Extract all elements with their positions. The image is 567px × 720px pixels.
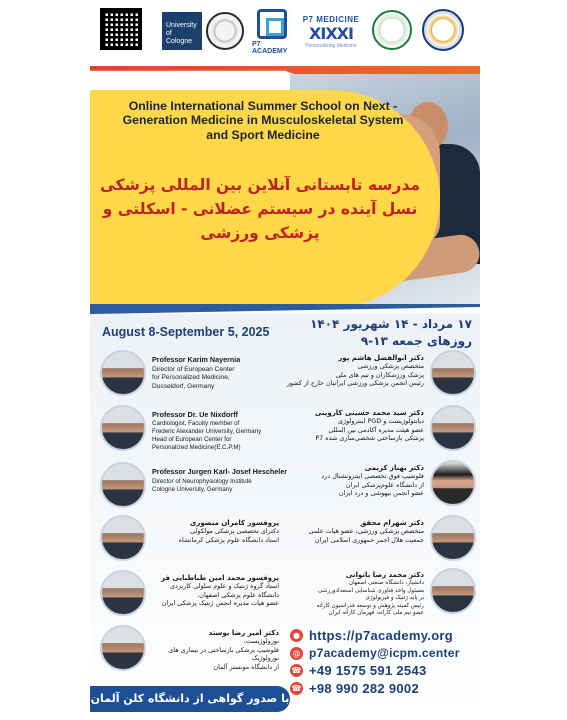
speaker-line: Director of Neurophysiology Institute [152, 477, 252, 485]
speaker-line: for Personalized Medicine, [152, 374, 230, 382]
speaker-line: Cologne University, Germany [152, 486, 233, 494]
phone-icon: ☎ [291, 666, 302, 675]
title-english: Online International Summer School on Next - Generation Medicine in Musculoskeletal System and Sport Medicine [122, 99, 404, 142]
speaker-line: بر پایه ژنتیک و فیزیولوژی [365, 595, 424, 602]
speaker-left-3 [100, 462, 287, 508]
speaker-name: دکتر ابوالفضل هاشم پور [338, 354, 424, 362]
whatsapp-icon: ☎ [291, 684, 302, 693]
date-persian [282, 316, 472, 350]
speaker-right-3 [286, 460, 476, 506]
speaker-line: پزشک ورزشکاران و تیم های ملی [335, 370, 424, 379]
speaker-line: استاد دانشگاه علوم پزشکی کرمانشاه [178, 535, 279, 544]
speaker-name: دکتر امیر رضا بوستد [208, 629, 279, 637]
speaker-name: Professor Dr. Ue Nixdorff [152, 410, 238, 419]
speaker-avatar [430, 405, 476, 451]
speaker-line: دکترای تخصصی پزشکی مولکولی [190, 527, 279, 536]
blue-divider [90, 304, 480, 314]
association-emblem-icon [422, 9, 464, 51]
speaker-name: دکتر بهناز کریمی [364, 464, 424, 472]
speaker-avatar [100, 350, 146, 396]
p7-academy-logo [252, 6, 292, 58]
speaker-right-5 [286, 568, 476, 617]
university-of-cologne-logo [162, 12, 202, 50]
speaker-line: دانشگاه علوم پزشکی اصفهان، [197, 590, 279, 599]
speaker-left-6 [100, 625, 285, 671]
speaker-right-2 [286, 405, 476, 451]
speaker-avatar [100, 515, 146, 561]
speaker-name: پروفسور کامران منصوری [189, 519, 279, 527]
medical-society-emblem-icon [372, 10, 412, 50]
globe-icon: ● [290, 629, 303, 642]
speaker-line: جمعیت هلال احمر جمهوری اسلامی ایران [314, 535, 424, 544]
website-row[interactable] [290, 628, 475, 643]
speaker-line: متخصص پزشکی ورزشی [357, 362, 424, 371]
p7-medicine-mark: XIXXI [309, 24, 353, 43]
speaker-line: رئیس کمیته پژوهش و توسعه فدراسیون کاراته [316, 602, 424, 609]
speaker-name: دکتر محمد رضا باتوانی [345, 571, 424, 579]
p7-academy-text: P7 ACADEMY [252, 41, 288, 55]
speaker-avatar [430, 460, 476, 506]
date-persian-range: ۱۷ مرداد - ۱۴ شهریور ۱۴۰۴ [310, 317, 472, 331]
email-icon: @ [290, 647, 303, 660]
speaker-avatar [100, 625, 146, 671]
speaker-line: متخصص پزشکی ورزشی، عضو هیات علمی [308, 527, 424, 536]
speaker-name: پروفسور محمد امین طباطبایی فر [160, 574, 279, 582]
speaker-left-5 [100, 570, 285, 616]
speaker-name: Professor Karim Nayernia [152, 355, 241, 364]
speaker-avatar [430, 568, 476, 614]
speaker-line: از دانشگاه علوم‌پزشکی ایران [345, 480, 424, 489]
speaker-info [146, 405, 261, 452]
logo-bar [90, 0, 480, 70]
speaker-line: Head of European Center for [152, 436, 232, 443]
phone-row-1[interactable] [290, 663, 475, 678]
speaker-info [286, 405, 430, 443]
speaker-line: Personalized Medicine(E.C.P.M) [152, 444, 241, 451]
contact-block [290, 628, 475, 699]
email-row[interactable] [290, 646, 475, 660]
speaker-info [286, 460, 430, 498]
speaker-info [146, 350, 240, 391]
speaker-info [286, 515, 430, 544]
poster [90, 0, 480, 720]
date-english: August 8-September 5, 2025 [102, 325, 270, 339]
speaker-line: پزشکی بازساختی شخصی‌سازی شده P7 [315, 434, 424, 443]
qr-code-icon[interactable] [100, 8, 142, 50]
speaker-info [146, 625, 285, 671]
speaker-avatar [100, 570, 146, 616]
website-link[interactable]: https://p7academy.org [309, 628, 454, 643]
speaker-line: عضو هیئت مدیره آکادمی بین المللی [328, 425, 424, 434]
speaker-line: استاد گروه ژنتیک و علوم سلولی کاربردی [169, 582, 279, 591]
speaker-left-1 [100, 350, 240, 396]
speaker-line: نورولوژیست، [243, 637, 279, 646]
speaker-right-1 [286, 350, 476, 396]
university-logo-text: University of Cologne [166, 21, 197, 45]
speaker-info [146, 570, 285, 608]
title-persian: مدرسه تابستانی آنلاین بین المللی پزشکی نسل آینده در سیستم عضلانی - اسکلتی و پزشکی ورزشی [99, 176, 420, 242]
university-seal-icon [206, 12, 244, 50]
speaker-info [146, 462, 287, 495]
phone-number-2[interactable]: +98 990 282 9002 [309, 681, 419, 696]
speaker-avatar [100, 462, 146, 508]
date-persian-days: روزهای جمعه ۱۳-۹ [360, 334, 472, 348]
speaker-info [286, 350, 430, 388]
speaker-line: مسئول واحد فناوری شناسایی استعدادورزشی [318, 587, 424, 594]
speaker-avatar [430, 515, 476, 561]
speaker-line: عضو تیم ملی کاراته، قهرمان کاراته ایران [328, 610, 424, 617]
speaker-line: فلوشیپ فوق تخصصی اینترونشنال درد [321, 472, 424, 481]
speaker-avatar [430, 350, 476, 396]
speaker-line: دیابتولوژیست و PGD اینترولوژی [338, 417, 424, 426]
p7-medicine-logo [300, 8, 362, 56]
speaker-line: Frederic Alexander University, Germany [152, 428, 262, 435]
email-link[interactable]: p7academy@icpm.center [309, 646, 460, 660]
certificate-banner: با صدور گواهی از دانشگاه کلن آلمان [90, 686, 290, 712]
speaker-line: Cardiologist, Faculty member of [152, 420, 240, 427]
speaker-name: دکتر شهرام محقق [360, 519, 424, 527]
speaker-left-4 [100, 515, 285, 561]
speaker-info [146, 515, 285, 544]
speaker-info [286, 568, 430, 617]
speaker-line: Director of European Center [152, 365, 235, 373]
p7-academy-mark-icon [257, 9, 287, 39]
speaker-line: فلوشیپ پزشکی بازساختی در بیماری های نورولوژیک [168, 645, 279, 663]
speaker-line: رئیس انجمن پزشکی ورزشی ایرانیان خارج از کشور [286, 379, 424, 388]
speaker-line: دانشیار، دانشگاه صنعتی اصفهان [348, 580, 424, 587]
speaker-name: دکتر سید محمد حسینی کاروینی [314, 409, 424, 417]
speaker-line: از دانشگاه مونستر آلمان [213, 662, 279, 671]
p7-medicine-subtitle: Personalizing Medicine [305, 43, 357, 49]
phone-row-2[interactable] [290, 681, 475, 696]
speaker-right-4 [286, 515, 476, 561]
speaker-left-2 [100, 405, 261, 452]
phone-number-1[interactable]: +49 1575 591 2543 [309, 663, 427, 678]
p7-medicine-title: P7 MEDICINE [302, 15, 360, 24]
speaker-name: Professor Jurgen Karl- Josef Hescheler [152, 467, 288, 476]
speaker-line: عضو انجمن بیهوشی و درد ایران [338, 489, 424, 498]
speaker-line: Dusseldorf, Germany [152, 382, 215, 390]
speaker-line: عضو هیات مدیره انجمن ژنتیک پزشکی ایران [161, 599, 279, 608]
speaker-avatar [100, 405, 146, 451]
